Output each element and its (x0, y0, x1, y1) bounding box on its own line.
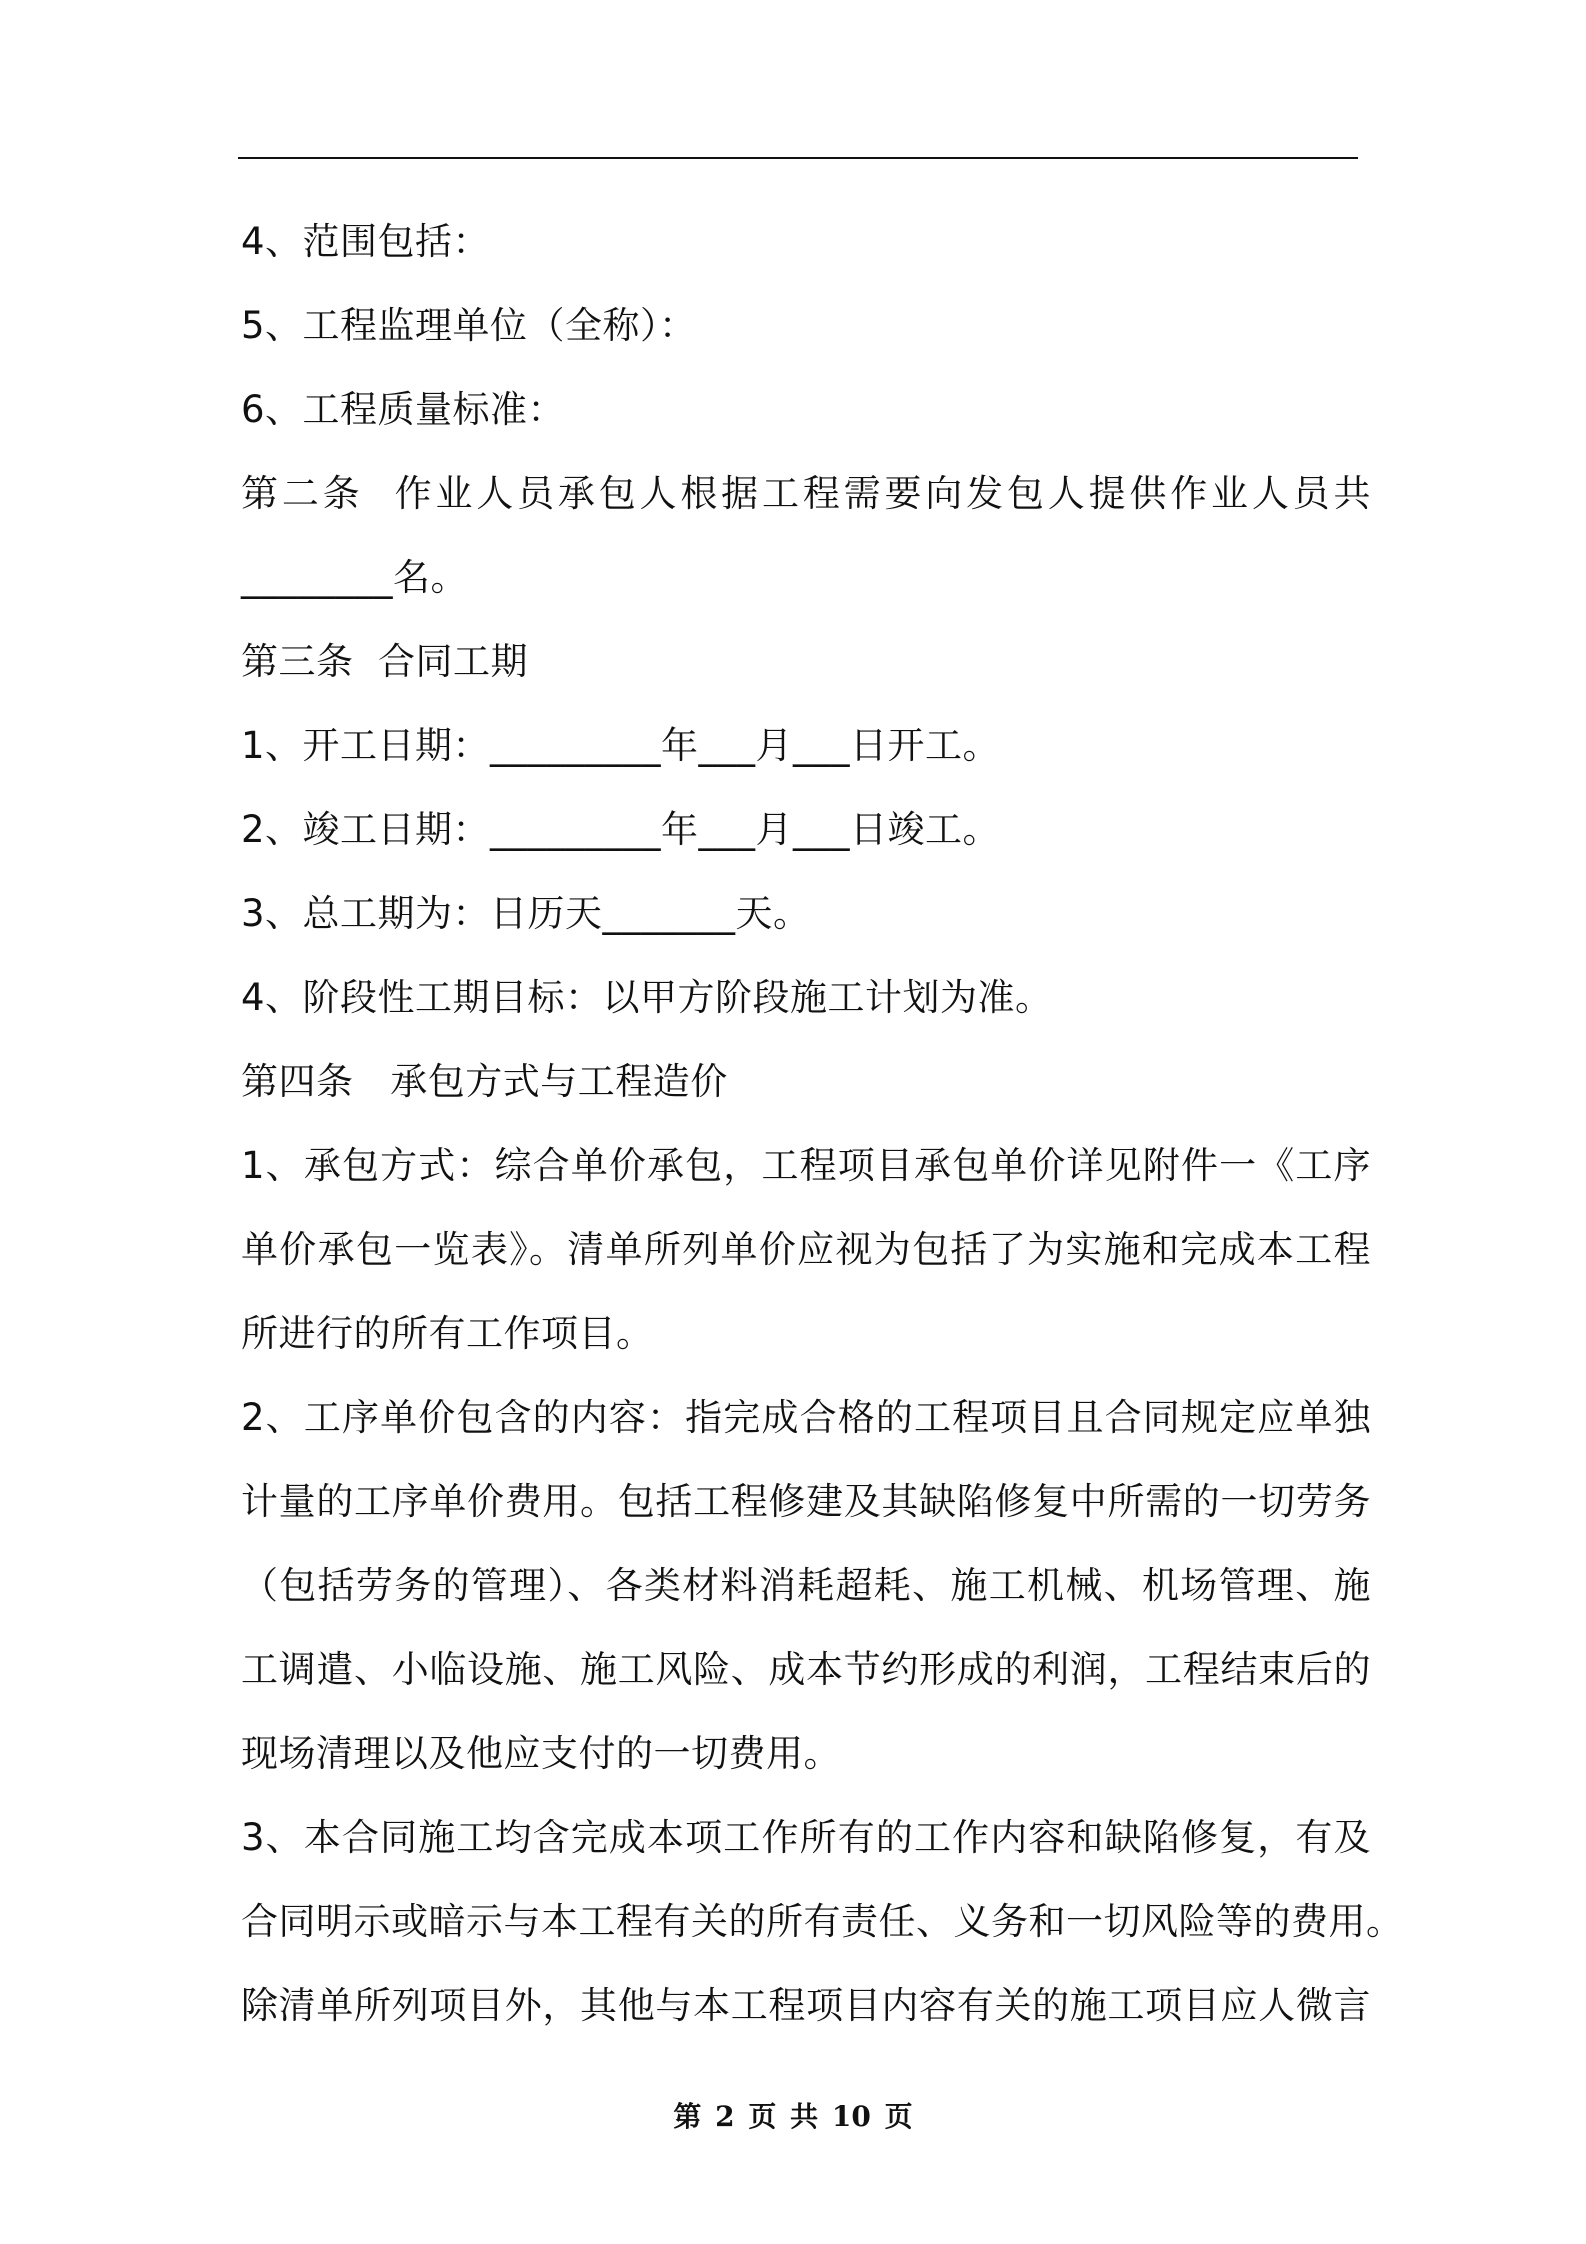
text-line: 工调遣、小临设施、施工风险、成本节约形成的利润，工程结束后的 (241, 1648, 1371, 1691)
text-line: 4、范围包括： (241, 220, 491, 263)
text-line: 2、竣工日期：_________年___月___日竣工。 (241, 808, 1001, 851)
text-line: 单价承包一览表》。清单所列单价应视为包括了为实施和完成本工程 (241, 1228, 1371, 1271)
article-heading: 第四条 承包方式与工程造价 (241, 1060, 728, 1103)
page-number-footer: 第 2 页 共 10 页 (673, 2100, 913, 2133)
header-rule (238, 157, 1358, 159)
text-line: 3、总工期为：日历天_______天。 (241, 892, 811, 935)
text-line: 现场清理以及他应支付的一切费用。 (241, 1732, 841, 1775)
text-line: 6、工程质量标准： (241, 388, 566, 431)
article-heading: 第二条 作业人员承包人根据工程需要向发包人提供作业人员共 (241, 472, 1371, 515)
text-line: 所进行的所有工作项目。 (241, 1312, 654, 1355)
text-line: 计量的工序单价费用。包括工程修建及其缺陷修复中所需的一切劳务 (241, 1480, 1371, 1523)
text-line: 2、工序单价包含的内容：指完成合格的工程项目且合同规定应单独 (241, 1396, 1371, 1439)
text-line: 4、阶段性工期目标：以甲方阶段施工计划为准。 (241, 976, 1053, 1019)
text-line: 合同明示或暗示与本工程有关的所有责任、义务和一切风险等的费用。 (241, 1900, 1404, 1943)
text-line: 除清单所列项目外，其他与本工程项目内容有关的施工项目应人微言 (241, 1984, 1371, 2027)
article-heading: 第三条 合同工期 (241, 640, 529, 683)
text-line: 5、工程监理单位（全称）： (241, 304, 697, 347)
text-line: ________名。 (241, 556, 468, 599)
text-line: 3、本合同施工均含完成本项工作所有的工作内容和缺陷修复，有及 (241, 1816, 1371, 1859)
text-line: 1、承包方式：综合单价承包，工程项目承包单价详见附件一《工序 (241, 1144, 1371, 1187)
document-body (241, 200, 1404, 2048)
text-line: 1、开工日期：_________年___月___日开工。 (241, 724, 1001, 767)
text-line: （包括劳务的管理）、各类材料消耗超耗、施工机械、机场管理、施 (241, 1564, 1371, 1607)
